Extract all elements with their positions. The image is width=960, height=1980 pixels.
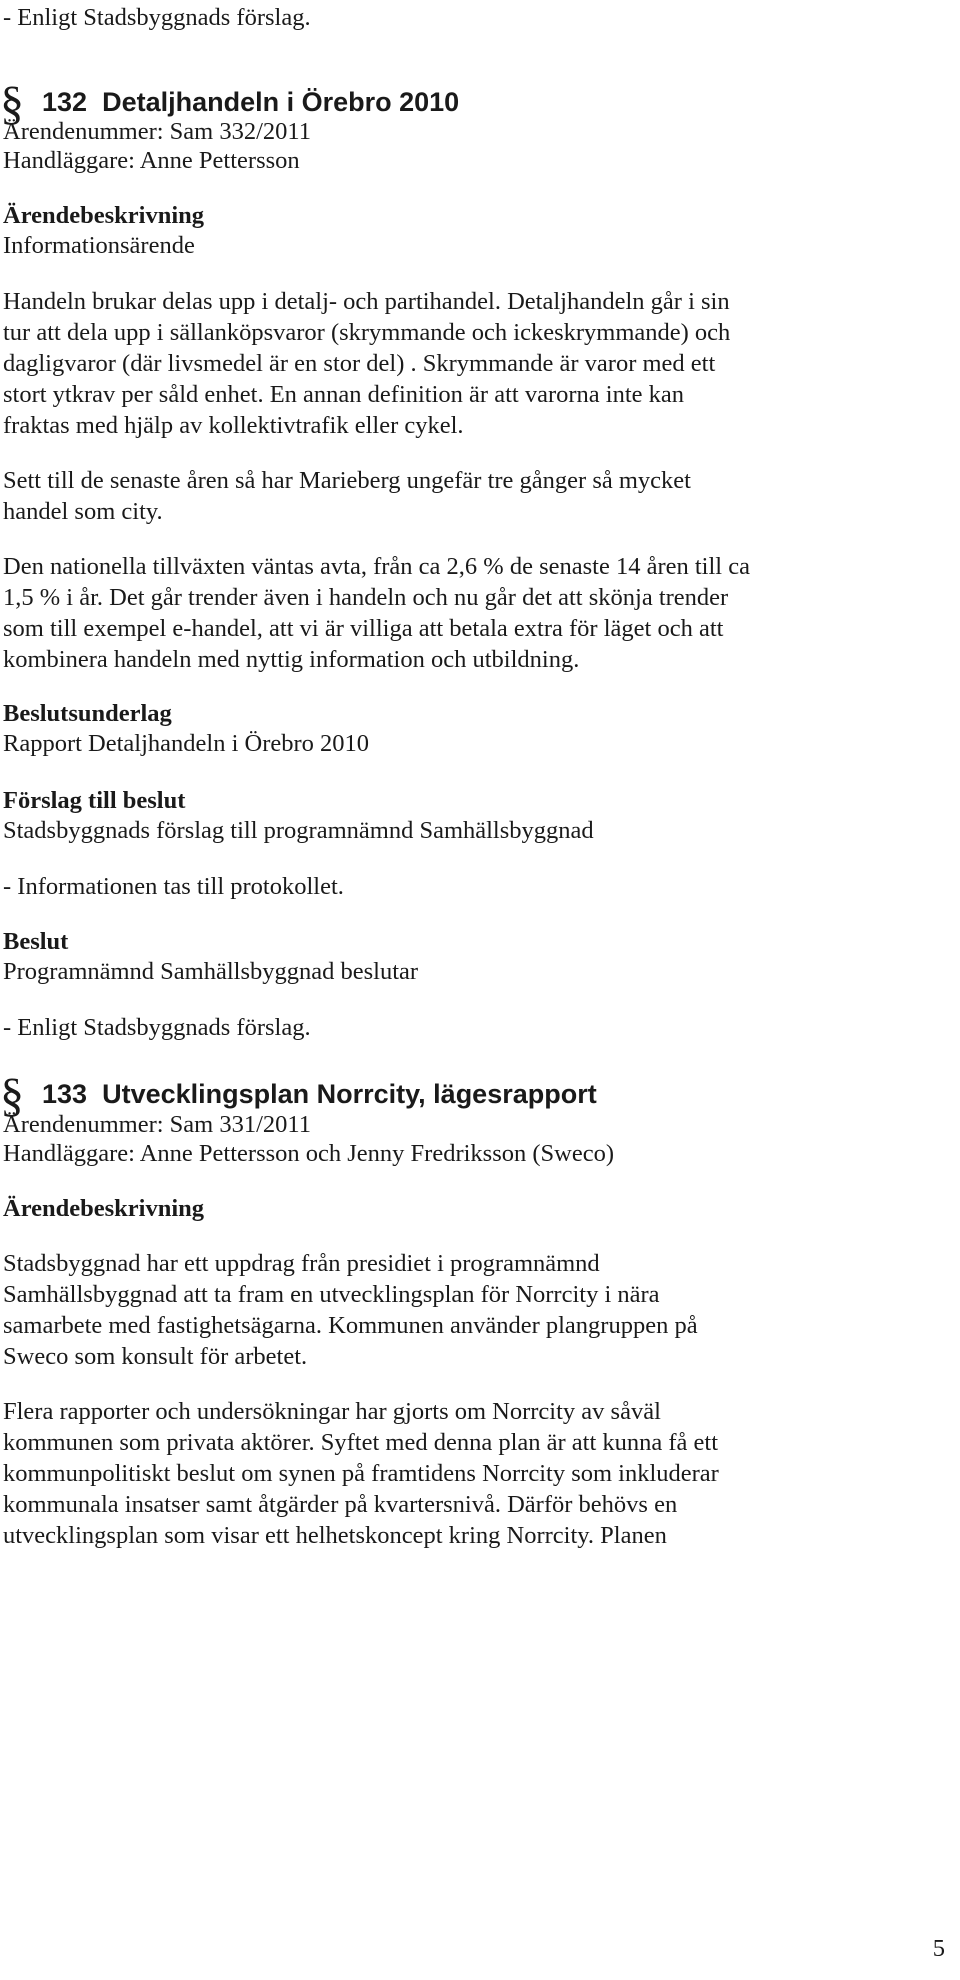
proposal-text: Stadsbyggnads förslag till programnämnd Samhällsbyggnad (3, 817, 594, 844)
intro-line: - Enligt Stadsbyggnads förslag. (3, 4, 311, 31)
paragraph-line: kommunala insatser samt åtgärder på kvartersnivå. Därför behövs en (3, 1491, 678, 1518)
section-sign-icon: § (0, 1069, 24, 1122)
paragraph-line: stort ytkrav per såld enhet. En annan definition är att varorna inte kan (3, 381, 684, 408)
paragraph-line: Flera rapporter och undersökningar har gjorts om Norrcity av såväl (3, 1398, 661, 1425)
paragraph-line: dagligvaror (där livsmedel är en stor del) . Skrymmande är varor med ett (3, 350, 716, 377)
description-heading: Ärendebeskrivning (3, 1195, 205, 1222)
case-handler: Handläggare: Anne Pettersson (3, 147, 300, 174)
proposal-item: - Informationen tas till protokollet. (3, 873, 344, 900)
paragraph-line: samarbete med fastighetsägarna. Kommunen använder plangruppen på (3, 1312, 698, 1339)
description-type: Informationsärende (3, 232, 195, 259)
case-number: Ärendenummer: Sam 331/2011 (3, 1111, 312, 1138)
section-number: 133 (42, 1079, 88, 1109)
paragraph-line: Samhällsbyggnad att ta fram en utvecklingsplan för Norrcity i nära (3, 1281, 660, 1308)
paragraph-line: som till exempel e-handel, att vi är villiga att betala extra för läget och att (3, 615, 724, 642)
paragraph-line: Stadsbyggnad har ett uppdrag från presidiet i programnämnd (3, 1250, 600, 1277)
paragraph-line: Handeln brukar delas upp i detalj- och partihandel. Detaljhandeln går i sin (3, 288, 730, 315)
paragraph-line: Sett till de senaste åren så har Marieberg ungefär tre gånger så mycket (3, 467, 691, 494)
paragraph-line: fraktas med hjälp av kollektivtrafik eller cykel. (3, 412, 464, 439)
paragraph-line: handel som city. (3, 498, 163, 525)
page-number: 5 (932, 1935, 945, 1962)
paragraph-line: kommunpolitiskt beslut om synen på framtidens Norrcity som inkluderar (3, 1460, 719, 1487)
section-title: Detaljhandeln i Örebro 2010 (102, 87, 460, 117)
paragraph-line: tur att dela upp i sällanköpsvaror (skrymmande och ickeskrymmande) och (3, 319, 731, 346)
proposal-heading: Förslag till beslut (3, 787, 186, 814)
section-title: Utvecklingsplan Norrcity, lägesrapport (102, 1079, 597, 1109)
section-133-heading (0, 1069, 597, 1122)
paragraph-line: utvecklingsplan som visar ett helhetskoncept kring Norrcity. Planen (3, 1522, 667, 1549)
section-number: 132 (42, 87, 88, 117)
case-number: Ärendenummer: Sam 332/2011 (3, 118, 312, 145)
section-132-heading (0, 77, 460, 130)
basis-text: Rapport Detaljhandeln i Örebro 2010 (3, 730, 370, 757)
decision-item: - Enligt Stadsbyggnads förslag. (3, 1014, 311, 1041)
paragraph-line: 1,5 % i år. Det går trender även i handeln och nu går det att skönja trender (3, 584, 729, 611)
case-handler: Handläggare: Anne Pettersson och Jenny Fredriksson (Sweco) (3, 1140, 615, 1167)
paragraph-line: kommunen som privata aktörer. Syftet med denna plan är att kunna få ett (3, 1429, 719, 1456)
paragraph-line: Den nationella tillväxten väntas avta, från ca 2,6 % de senaste 14 åren till ca (3, 553, 750, 580)
paragraph-line: kombinera handeln med nyttig information och utbildning. (3, 646, 580, 673)
paragraph-line: Sweco som konsult för arbetet. (3, 1343, 308, 1370)
decision-heading: Beslut (3, 928, 69, 955)
decision-text: Programnämnd Samhällsbyggnad beslutar (3, 958, 419, 985)
basis-heading: Beslutsunderlag (3, 700, 172, 727)
description-heading: Ärendebeskrivning (3, 202, 205, 229)
section-sign-icon: § (0, 77, 24, 130)
